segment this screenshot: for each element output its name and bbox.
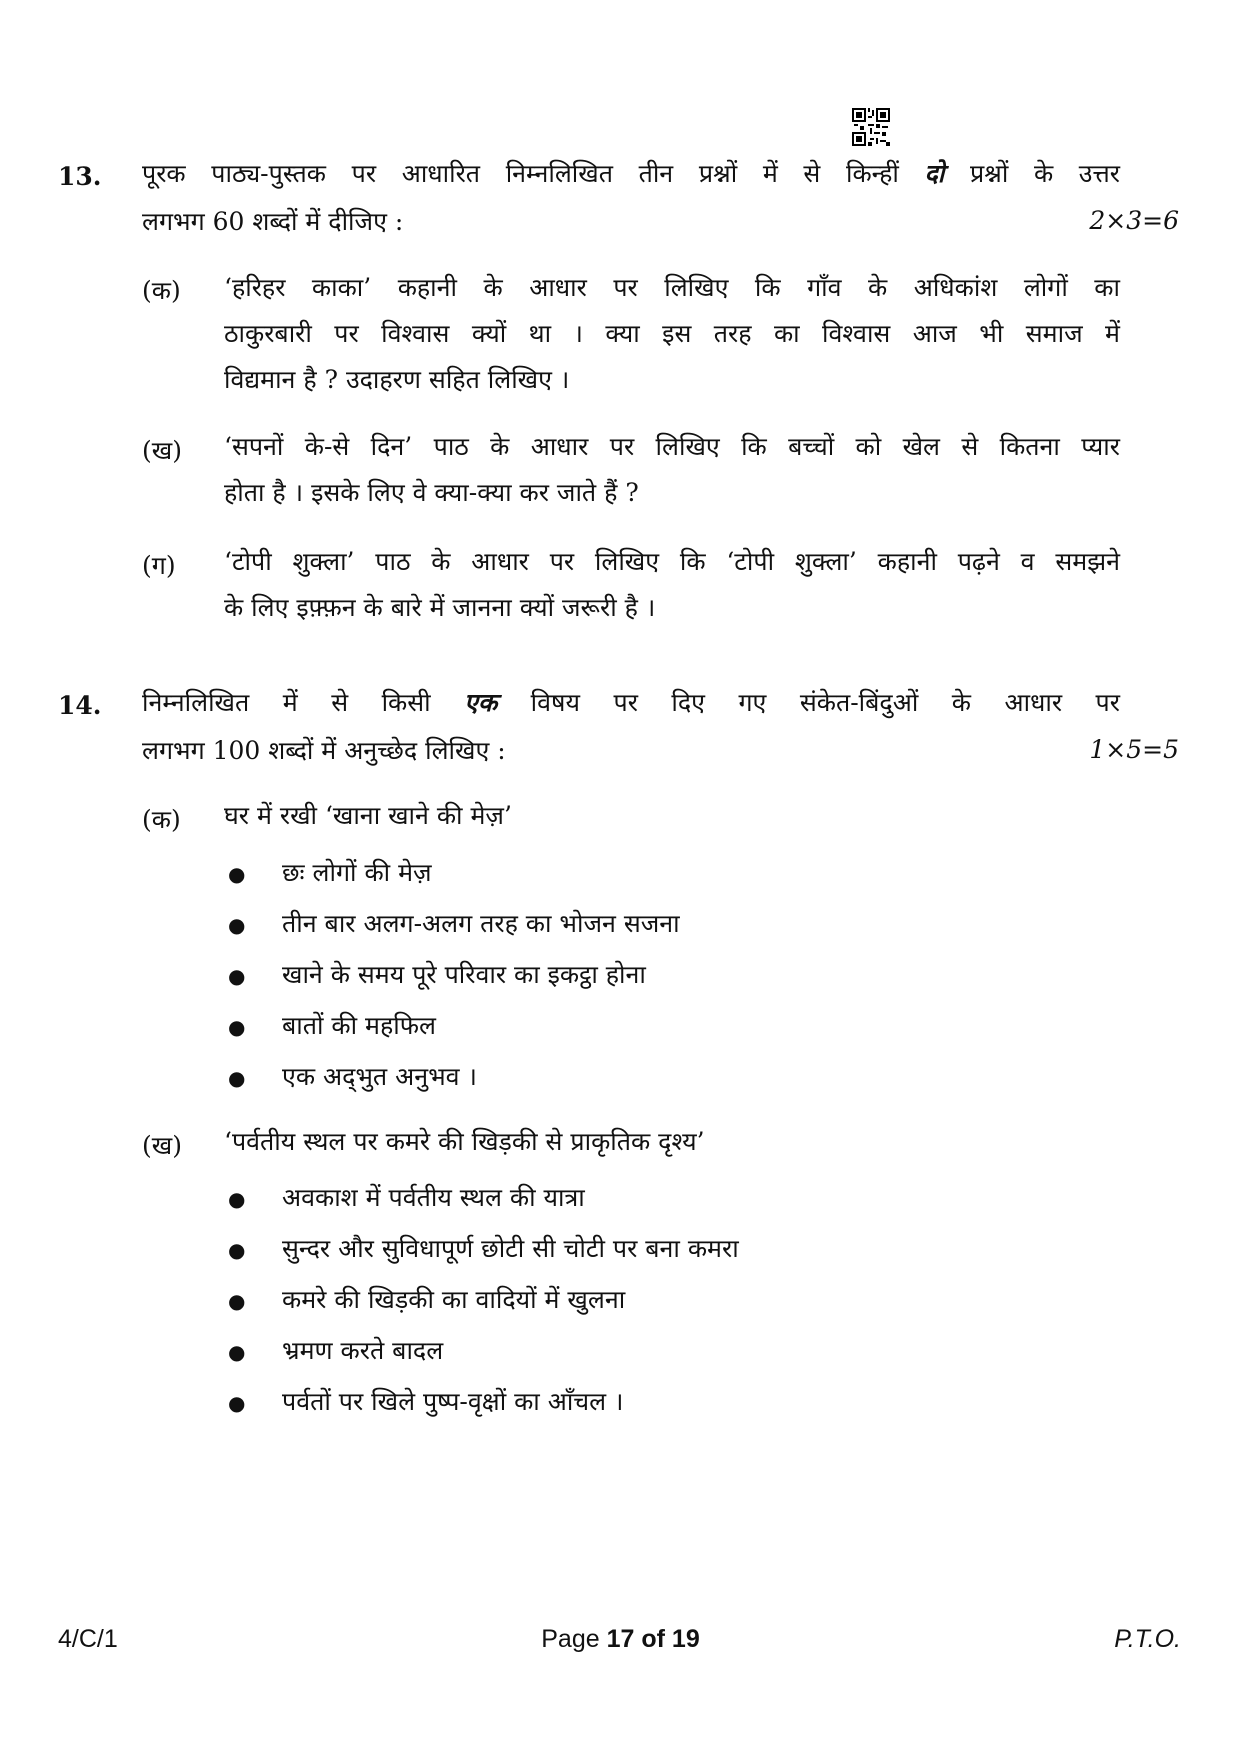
list-item: अवकाश में पर्वतीय स्थल की यात्रा bbox=[282, 1183, 585, 1212]
bullet-icon: ● bbox=[228, 1391, 246, 1415]
option-text-line: ‘हरिहर काका’ कहानी के आधार पर लिखिए कि गाँव के अधिकांश लोगों का bbox=[224, 273, 1120, 302]
list-item: सुन्दर और सुविधापूर्ण छोटी सी चोटी पर बना कमरा bbox=[282, 1234, 739, 1263]
paper-code: 4/C/1 bbox=[58, 1625, 118, 1653]
list-item: एक अद्‌भुत अनुभव । bbox=[282, 1062, 477, 1091]
bullet-icon: ● bbox=[228, 964, 246, 988]
option-text-line: के लिए इफ़्फ़न के बारे में जानना क्यों जरूरी है । bbox=[224, 593, 656, 622]
bullet-icon: ● bbox=[228, 1015, 246, 1039]
bullet-icon: ● bbox=[228, 1340, 246, 1364]
marks-allocation: 1×5=5 bbox=[1089, 735, 1179, 764]
option-title: ‘पर्वतीय स्थल पर कमरे की खिड़की से प्राकृतिक दृश्य’ bbox=[224, 1127, 705, 1156]
question-text-line: निम्नलिखित में से किसी एक विषय पर दिए गए संकेत-बिंदुओं के आधार पर bbox=[142, 688, 1120, 717]
option-text-line: ठाकुरबारी पर विश्वास क्यों था । क्या इस तरह का विश्वास आज भी समाज में bbox=[224, 319, 1120, 348]
list-item: बातों की महफिल bbox=[282, 1011, 436, 1040]
qr-code bbox=[852, 108, 890, 146]
list-item: छः लोगों की मेज़ bbox=[282, 858, 432, 887]
question-number: 13. bbox=[58, 162, 102, 191]
bullet-icon: ● bbox=[228, 862, 246, 886]
pto-label: P.T.O. bbox=[1114, 1625, 1181, 1653]
bullet-icon: ● bbox=[228, 913, 246, 937]
list-item: तीन बार अलग-अलग तरह का भोजन सजना bbox=[282, 909, 680, 938]
question-text-line: पूरक पाठ्य-पुस्तक पर आधारित निम्नलिखित तीन प्रश्नों में से किन्हीं दो प्रश्नों के उत्तर bbox=[142, 159, 1121, 188]
option-label: (ख) bbox=[142, 1131, 182, 1160]
list-item: खाने के समय पूरे परिवार का इकट्ठा होना bbox=[282, 960, 646, 989]
option-label: (क) bbox=[142, 276, 181, 305]
option-label: (क) bbox=[142, 805, 181, 834]
bullet-icon: ● bbox=[228, 1238, 246, 1262]
page-number: Page 17 of 19 bbox=[541, 1625, 700, 1653]
question-text-line: लगभग 100 शब्दों में अनुच्छेद लिखिए : bbox=[142, 736, 506, 765]
option-text-line: विद्यमान है ? उदाहरण सहित लिखिए । bbox=[224, 365, 570, 394]
question-text-line: लगभग 60 शब्दों में दीजिए : bbox=[142, 207, 404, 236]
option-text-line: होता है । इसके लिए वे क्या-क्या कर जाते हैं ? bbox=[224, 478, 639, 507]
bullet-icon: ● bbox=[228, 1066, 246, 1090]
option-label: (ख) bbox=[142, 436, 182, 465]
bullet-icon: ● bbox=[228, 1289, 246, 1313]
option-text-line: ‘सपनों के-से दिन’ पाठ के आधार पर लिखिए कि बच्चों को खेल से कितना प्यार bbox=[224, 432, 1120, 461]
option-title: घर में रखी ‘खाना खाने की मेज़’ bbox=[224, 801, 512, 830]
option-text-line: ‘टोपी शुक्ला’ पाठ के आधार पर लिखिए कि ‘टोपी शुक्ला’ कहानी पढ़ने व समझने bbox=[224, 547, 1120, 576]
list-item: पर्वतों पर खिले पुष्प-वृक्षों का आँचल । bbox=[282, 1387, 624, 1416]
list-item: कमरे की खिड़की का वादियों में खुलना bbox=[282, 1285, 626, 1314]
bullet-icon: ● bbox=[228, 1187, 246, 1211]
question-number: 14. bbox=[58, 691, 102, 720]
list-item: भ्रमण करते बादल bbox=[282, 1336, 444, 1365]
marks-allocation: 2×3=6 bbox=[1089, 206, 1179, 235]
option-label: (ग) bbox=[142, 551, 176, 580]
